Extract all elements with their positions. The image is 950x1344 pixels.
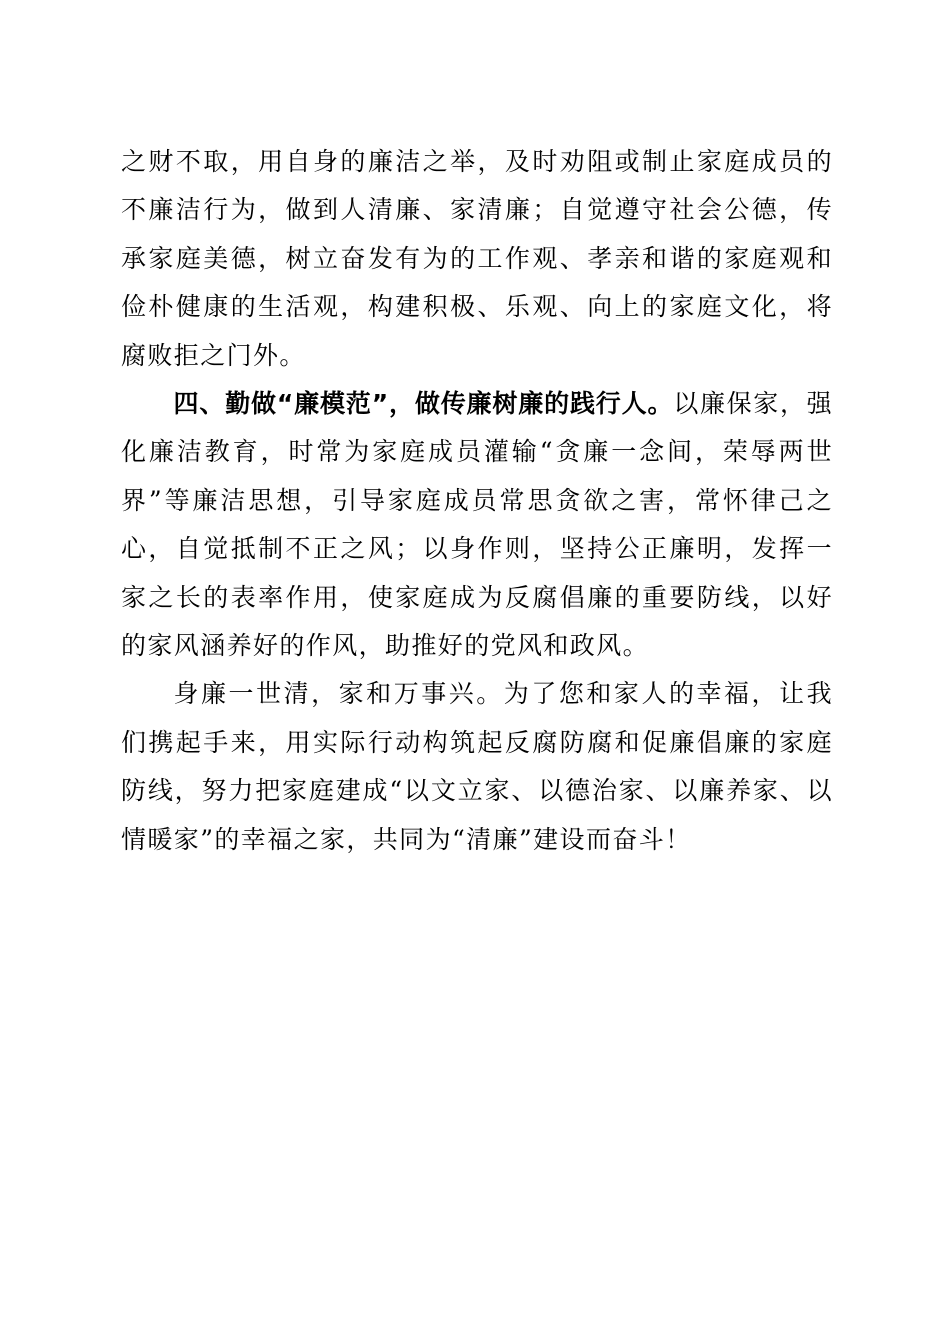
document-body: [121, 138, 833, 864]
paragraph-closing: [121, 670, 833, 864]
paragraph-text: 以廉保家，强化廉洁教育，时常为家庭成员灌输“贪廉一念间，荣辱两世界”等廉洁思想，引导家庭成员常思贪欲之害，常怀律己之心，自觉抵制不正之风；以身作则，坚持公正廉明，发挥一家之长的表率作用，使家庭成为反腐倡廉的重要防线，以好的家风涵养好的作风，助推好的党风和政风。: [121, 389, 833, 661]
paragraph-text: 身廉一世清，家和万事兴。为了您和家人的幸福，让我们携起手来，用实际行动构筑起反腐防腐和促廉倡廉的家庭防线，努力把家庭建成“以文立家、以德治家、以廉养家、以情暖家”的幸福之家，共同为“清廉”建设而奋斗！: [121, 679, 833, 854]
paragraph-continuation: [121, 138, 833, 380]
paragraph-section-four: [121, 380, 833, 670]
section-heading: 四、勤做“廉模范”，做传廉树廉的践行人。: [173, 389, 674, 419]
paragraph-text: 之财不取，用自身的廉洁之举，及时劝阻或制止家庭成员的不廉洁行为，做到人清廉、家清廉；自觉遵守社会公德，传承家庭美德，树立奋发有为的工作观、孝亲和谐的家庭观和俭朴健康的生活观，构建积极、乐观、向上的家庭文化，将腐败拒之门外。: [121, 147, 833, 370]
